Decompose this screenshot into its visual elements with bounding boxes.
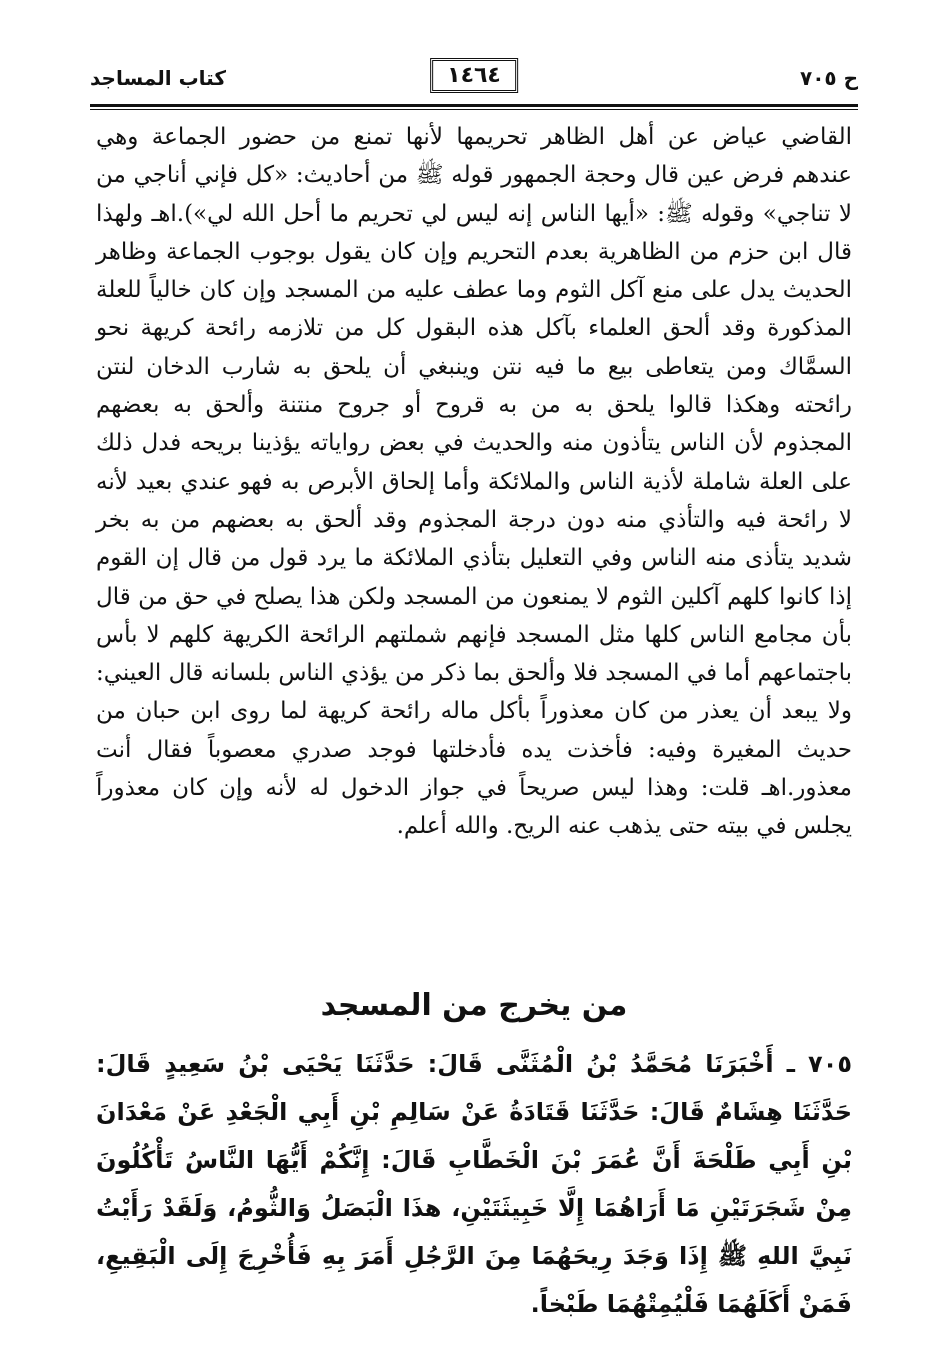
page-header [90,58,858,102]
page-number-box: ١٤٦٤ [430,58,518,93]
commentary-text [96,118,852,846]
header-rule [90,104,858,107]
header-rule-thin [90,109,858,110]
hadith-number-header: ح ٧٠٥ [799,66,858,90]
section-heading: من يخرج من المسجد [320,988,628,1023]
commentary-paragraph: القاضي عياض عن أهل الظاهر تحريمها لأنها تمنع من حضور الجماعة وهي عندهم فرض عين قال وحجة الجمهور قوله ﷺ من أحاديث: «كل فإني أناجي من لا تناجي» وقوله ﷺ: «أيها الناس إنه ليس لي تحريم ما أحل الله لي»).اهـ ولهذا قال ابن حزم من الظاهرية بعدم التحريم وإن كان يقول بوجوب الجماعة وظاهر الحديث يدل على منع آكل الثوم وما عطف عليه من المسجد وإن كان خالياً للعلة المذكورة وقد ألحق العلماء بآكل هذه البقول كل من تلازمه رائحة كريهة نحو السمَّاك ومن يتعاطى بيع ما فيه نتن وينبغي أن يلحق به شارب الدخان لنتن رائحته وهكذا قالوا يلحق به من به قروح أو جروح منتنة وألحق به بعضهم المجذوم لأن الناس يتأذون منه والحديث في بعض رواياته يؤذينا بريحه فدل ذلك على العلة شاملة لأذية الناس والملائكة وأما إلحاق الأبرص به فهو عندي بعيد لأنه لا رائحة فيه والتأذي منه دون درجة المجذوم وقد ألحق به بعضهم من به بخر شديد يتأذى منه الناس وفي التعليل بتأذي الملائكة ما يرد قول من قال إن القوم إذا كانوا كلهم آكلين الثوم لا يمنعون من المسجد ولكن هذا يصلح في حق من قال بأن مجامع الناس كلها مثل المسجد فإنهم شملتهم الرائحة الكريهة كلهم لا بأس باجتماعهم أما في المسجد فلا وألحق بما ذكر من يؤذي الناس بلسانه قال العيني: ولا يبعد أن يعذر من كان معذوراً بأكل ماله رائحة كريهة لما روى ابن حبان من حديث المغيرة وفيه: فأخذت يده فأدخلتها فوجد صدري معصوباً فقال أنت معذور.اهـ قلت: وهذا ليس صريحاً في جواز الدخول له لأنه وإن كان معذوراً يجلس في بيته حتى يذهب عنه الريح. والله أعلم. [96,124,852,840]
hadith-block [96,1040,852,1328]
chapter-title-header: كتاب المساجد [90,66,226,90]
hadith-paragraph: ٧٠٥ ـ أَخْبَرَنَا مُحَمَّدُ بْنُ الْمُثَنَّى قَالَ: حَدَّثَنَا يَحْيَى بْنُ سَعِيدٍ قَالَ: حَدَّثَنَا هِشَامٌ قَالَ: حَدَّثَنَا قَتَادَةُ عَنْ سَالِمِ بْنِ أَبِي الْجَعْدِ عَنْ مَعْدَانَ بْنِ أَبِي طَلْحَةَ أَنَّ عُمَرَ بْنَ الْخَطَّابِ قَالَ: إِنَّكُمْ أَيُّهَا النَّاسُ تَأْكُلُونَ مِنْ شَجَرَتَيْنِ مَا أَرَاهُمَا إِلَّا خَبِيثَتَيْنِ، هذَا الْبَصَلُ وَالثُّومُ، وَلَقَدْ رَأَيْتُ نَبِيَّ اللهِ ﷺ إِذَا وَجَدَ رِيحَهُمَا مِنَ الرَّجُلِ أَمَرَ بِهِ فَأُخْرِجَ إِلَى الْبَقِيعِ، فَمَنْ أَكَلَهُمَا فَلْيُمِتْهُمَا طَبْخاً. [96,1050,852,1318]
